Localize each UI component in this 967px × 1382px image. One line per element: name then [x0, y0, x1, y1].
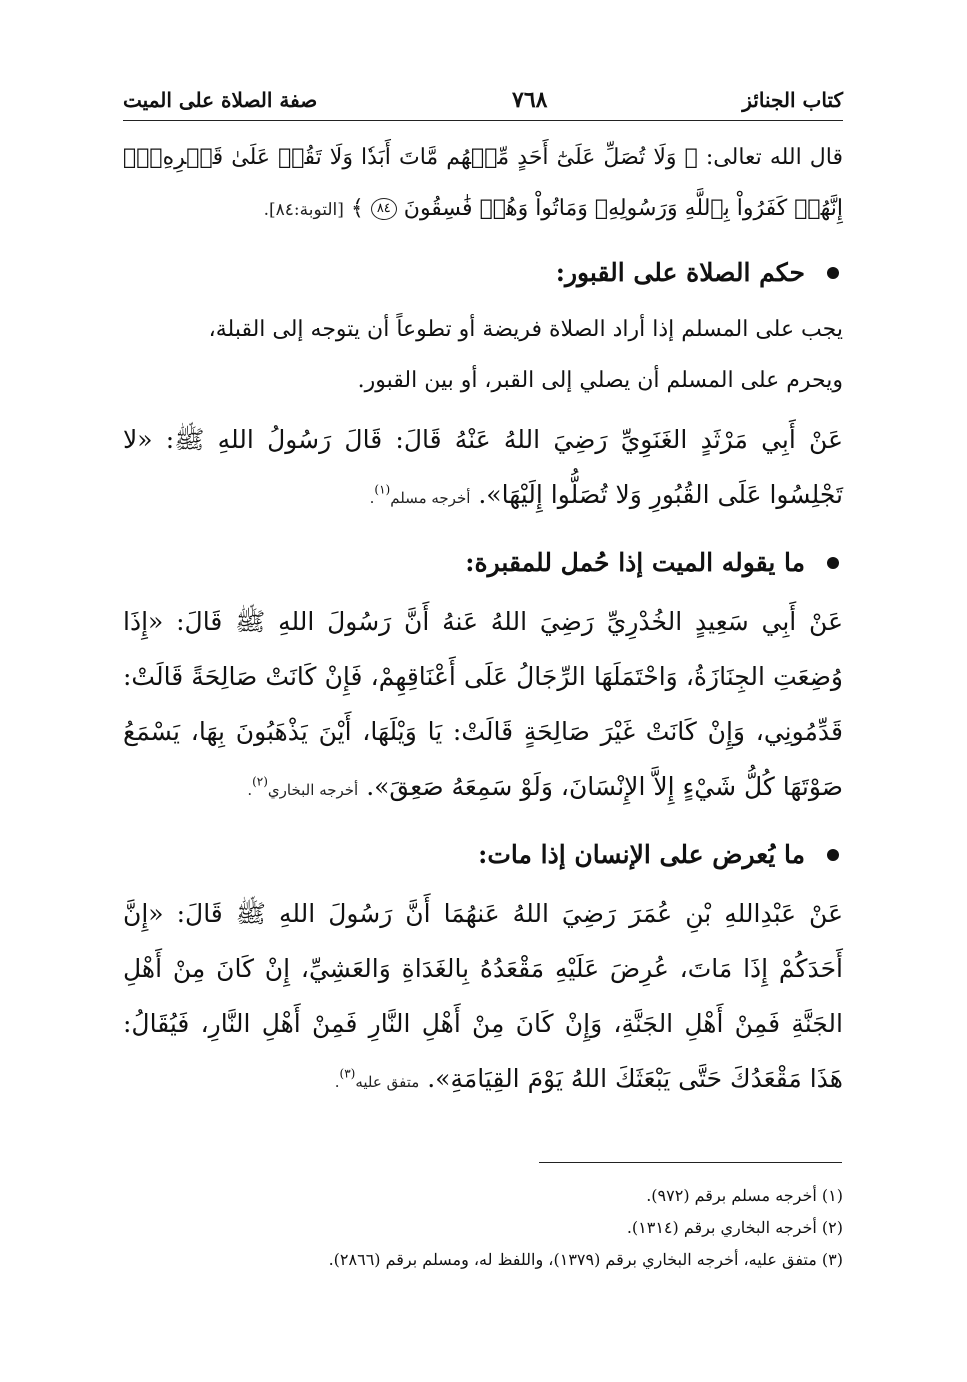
- footnote-1: (١) أخرجه مسلم برقم (٩٧٢).: [646, 1186, 843, 1205]
- chapter-title: كتاب الجنائز: [742, 88, 843, 112]
- section-heading-graves: [123, 250, 843, 296]
- hadith-text: عَنْ أَبِي مَرْثَدٍ الغَنَوِيِّ رَضِيَ اللهُ عَنْهُ قَالَ: قَالَ رَسُولُ اللهِ ﷺ: «لا تَجْلِسُوا عَلَى القُبُورِ وَلا تُصَلُّوا إِلَيْهَا».: [123, 425, 843, 509]
- hadith-text: عَنْ أَبِي سَعِيدٍ الخُدْرِيِّ رَضِيَ اللهُ عَنهُ أَنَّ رَسُولَ اللهِ ﷺ قَالَ: «إِذَا وُضِعَتِ الجِنَازَةُ، وَاحْتَمَلَهَا الرِّجَالُ عَلَى أَعْنَاقِهِمْ، فَإِنْ كَانَتْ صَالِحَةً قَالَتْ: قَدِّمُونِي، وَإِنْ كَانَتْ غَيْرَ صَالِحَةٍ قَالَتْ: يَا وَيْلَهَا، أَيْنَ يَذْهَبُونَ بِهَا، يَسْمَعُ صَوْتَهَا كُلُّ شَيْءٍ إِلاَّ الإِنْسَانَ، وَلَوْ سَمِعَهُ صَعِقَ».: [123, 607, 843, 801]
- footnote-2: (٢) أخرجه البخاري برقم (١٣١٤).: [626, 1218, 843, 1237]
- hadith-source: أخرجه مسلم: [390, 489, 471, 507]
- quran-intro: قال الله تعالى:: [705, 145, 844, 170]
- hadith-text: عَنْ عَبْدِاللهِ بْنِ عُمَرَ رَضِيَ اللهُ عَنهُمَا أَنَّ رَسُولَ اللهِ ﷺ قَالَ: «إِنَّ أَحَدَكُمْ إِذَا مَاتَ، عُرِضَ عَلَيْهِ مَقْعَدُهُ بِالغَدَاةِ وَالعَشِيِّ، إِنْ كَانَ مِنْ أَهْلِ الجَنَّةِ فَمِنْ أَهْلِ الجَنَّةِ، وَإِنْ كَانَ مِنْ أَهْلِ النَّارِ فَمِنْ أَهْلِ النَّارِ، فَيُقَالُ: هَذَا مَقْعَدُكَ حَتَّى يَبْعَثَكَ اللهُ يَوْمَ القِيَامَةِ».: [123, 899, 843, 1093]
- quran-text: وَلَا تُصَلِّ عَلَىٰٓ أَحَدٍ مِّنۡهُم مَّاتَ أَبَدٗا وَلَا تَقُمۡ عَلَىٰ قَبۡرِهِۦٓۖ إِنَّهُمۡ كَفَرُواْ بِٱللَّهِ وَرَسُولِهِۦ وَمَاتُواْ وَهُمۡ فَٰسِقُونَ: [123, 145, 843, 221]
- section-heading-presented: [123, 832, 843, 878]
- bullet-icon: [827, 267, 839, 279]
- page-number: ٧٦٨: [512, 87, 548, 113]
- hadith-source: أخرجه البخاري: [267, 781, 359, 799]
- footnotes: [123, 1180, 843, 1276]
- hadith-paragraph-2: عَنْ أَبِي سَعِيدٍ الخُدْرِيِّ رَضِيَ اللهُ عَنهُ أَنَّ رَسُولَ اللهِ ﷺ قَالَ: «إِذَا وُضِعَتِ الجِنَازَةُ، وَاحْتَمَلَهَا الرِّجَالُ عَلَى أَعْنَاقِهِمْ، فَإِنْ كَانَتْ صَالِحَةً قَالَتْ: قَدِّمُونِي، وَإِنْ كَانَتْ غَيْرَ صَالِحَةٍ قَالَتْ: يَا وَيْلَهَا، أَيْنَ يَذْهَبُونَ بِهَا، يَسْمَعُ صَوْتَهَا كُلُّ شَيْءٍ إِلاَّ الإِنْسَانَ، وَلَوْ سَمِعَهُ صَعِقَ». أخرجه البخاري$^{(٢)}$.: [123, 607, 843, 801]
- hadith-paragraph-3: عَنْ عَبْدِاللهِ بْنِ عُمَرَ رَضِيَ اللهُ عَنهُمَا أَنَّ رَسُولَ اللهِ ﷺ قَالَ: «إِنَّ أَحَدَكُمْ إِذَا مَاتَ، عُرِضَ عَلَيْهِ مَقْعَدُهُ بِالغَدَاةِ وَالعَشِيِّ، إِنْ كَانَ مِنْ أَهْلِ الجَنَّةِ فَمِنْ أَهْلِ الجَنَّةِ، وَإِنْ كَانَ مِنْ أَهْلِ النَّارِ فَمِنْ أَهْلِ النَّارِ، فَيُقَالُ: هَذَا مَقْعَدُكَ حَتَّى يَبْعَثَكَ اللهُ يَوْمَ القِيَامَةِ». متفق عليه$^{(٣)}$.: [123, 899, 843, 1093]
- footnote-rule: [539, 1162, 842, 1163]
- heading-text: ما يقوله الميت إذا حُمل للمقبرة:: [465, 548, 805, 577]
- ruling-paragraph-1: يجب على المسلم إذا أراد الصلاة فريضة أو تطوعاً أن يتوجه إلى القبلة،: [208, 317, 843, 342]
- heading-text: ما يُعرض على الإنسان إذا مات:: [478, 840, 805, 869]
- footnote-ref: (١): [374, 482, 391, 497]
- bullet-icon: [827, 557, 839, 569]
- section-heading-carried: [123, 540, 843, 586]
- running-header: [123, 80, 843, 120]
- footnote-3: (٣) متفق عليه، أخرجه البخاري برقم (١٣٧٩)، واللفظ له، ومسلم برقم (٢٨٦٦).: [328, 1250, 843, 1269]
- quran-reference: [التوبة:٨٤].: [263, 200, 344, 220]
- section-title: صفة الصلاة على الميت: [123, 88, 318, 112]
- quran-verse-paragraph: [123, 132, 843, 236]
- footnote-ref: (٣): [339, 1066, 356, 1081]
- footnote-ref: (٢): [252, 774, 268, 789]
- ruling-paragraph-2: ويحرم على المسلم أن يصلي إلى القبر، أو بين القبور.: [357, 368, 843, 393]
- page-body: [123, 132, 843, 1110]
- verse-number-marker: ٨٤: [371, 198, 397, 220]
- quran-open-bracket: ﴿: [684, 145, 698, 170]
- header-rule: [123, 120, 843, 121]
- hadith-source: متفق عليه: [355, 1073, 420, 1091]
- heading-text: حكم الصلاة على القبور:: [555, 258, 805, 287]
- hadith-paragraph-1: عَنْ أَبِي مَرْثَدٍ الغَنَوِيِّ رَضِيَ اللهُ عَنْهُ قَالَ: قَالَ رَسُولُ اللهِ ﷺ: «لا تَجْلِسُوا عَلَى القُبُورِ وَلا تُصَلُّوا إِلَيْهَا». أخرجه مسلم$^{(١)}$.: [123, 425, 843, 509]
- bullet-icon: [827, 849, 839, 861]
- quran-close-bracket: ﴾: [350, 196, 364, 221]
